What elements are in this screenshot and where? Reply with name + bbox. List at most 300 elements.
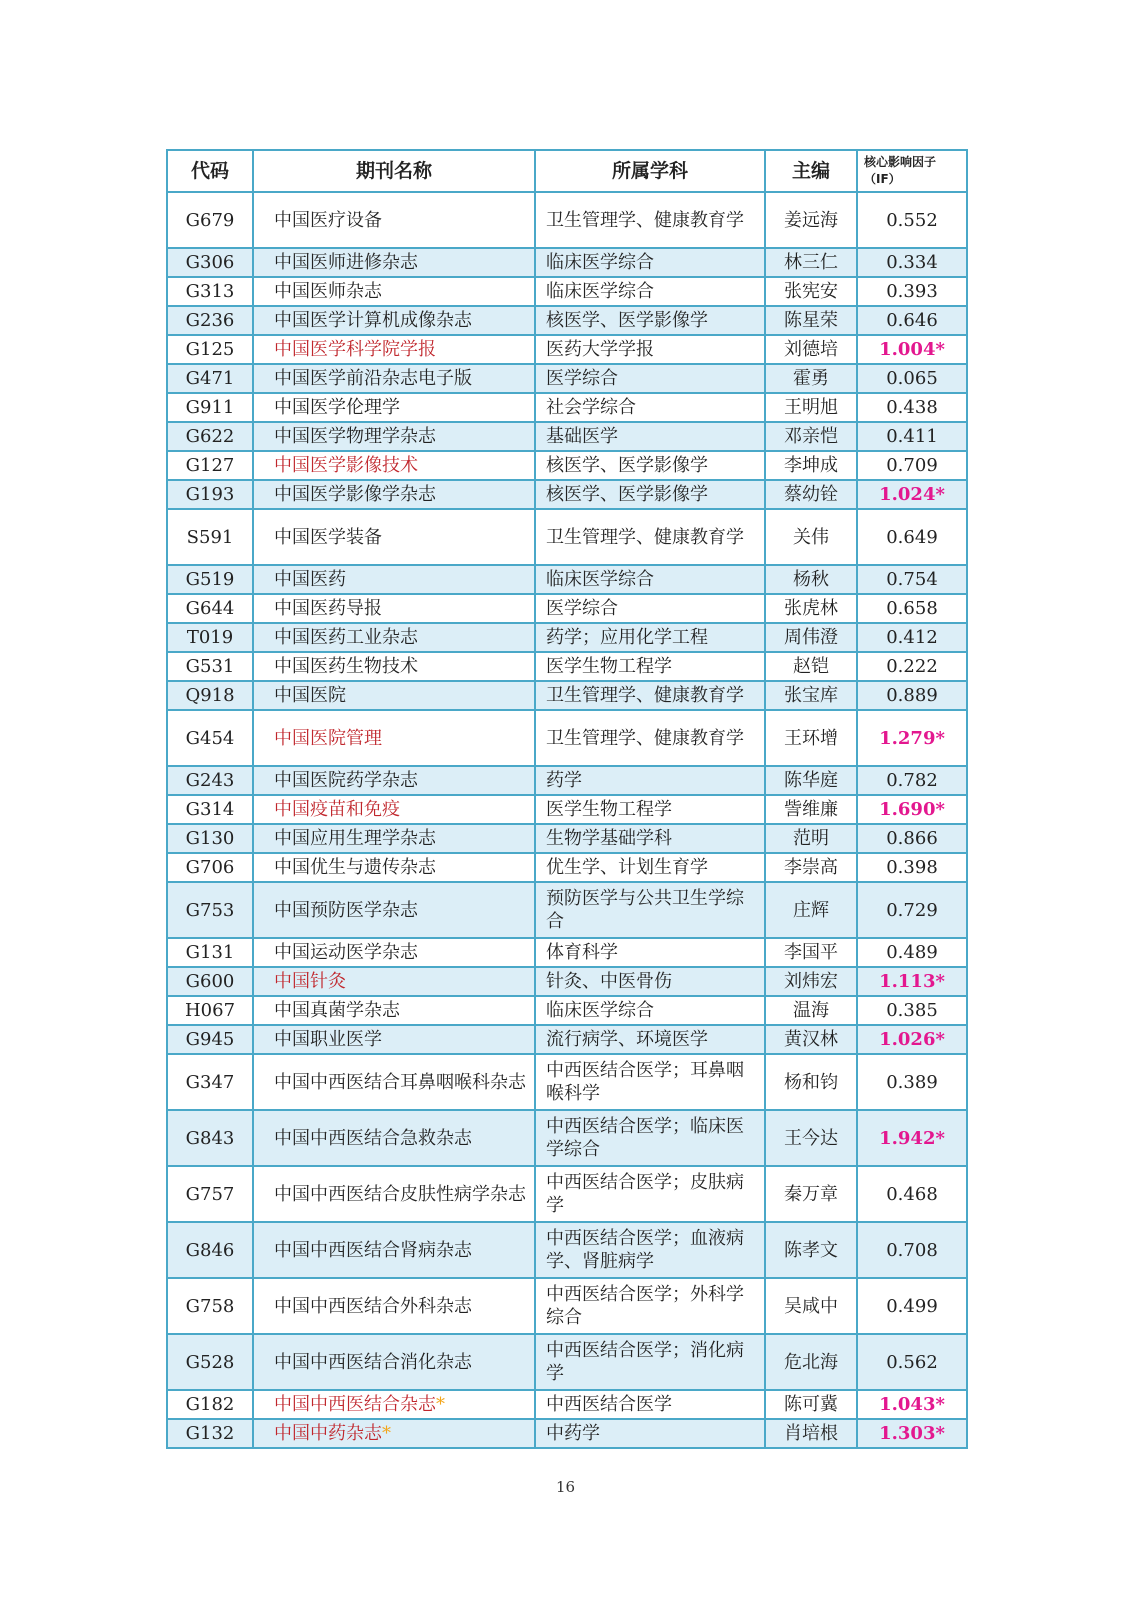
cell-editor xyxy=(765,335,857,364)
cell-editor-text: 王明旭 xyxy=(784,397,838,418)
cell-editor-text: 訾维廉 xyxy=(784,799,838,820)
cell-code xyxy=(167,996,253,1025)
cell-impact-factor-text: 1.279* xyxy=(879,727,945,749)
cell-code-text: G843 xyxy=(185,1127,235,1149)
cell-editor-text: 黄汉林 xyxy=(784,1029,838,1050)
cell-name xyxy=(253,710,535,766)
cell-subject xyxy=(535,480,765,509)
cell-impact-factor-text: 1.026* xyxy=(879,1029,945,1050)
cell-name xyxy=(253,967,535,996)
cell-subject-text: 优生学、计划生育学 xyxy=(546,857,708,878)
cell-name xyxy=(253,1222,535,1278)
cell-name xyxy=(253,277,535,306)
cell-code-text: G528 xyxy=(185,1351,235,1373)
cell-impact-factor xyxy=(857,1110,967,1166)
header-row xyxy=(167,150,967,192)
cell-editor-text: 张虎林 xyxy=(784,598,838,619)
cell-impact-factor xyxy=(857,681,967,710)
cell-subject xyxy=(535,623,765,652)
cell-impact-factor-text: 0.398 xyxy=(886,857,938,878)
cell-code xyxy=(167,1278,253,1334)
cell-editor xyxy=(765,967,857,996)
cell-subject-text: 卫生管理学、健康教育学 xyxy=(546,727,744,749)
cell-editor xyxy=(765,1166,857,1222)
cell-impact-factor xyxy=(857,1334,967,1390)
cell-code xyxy=(167,248,253,277)
cell-name-text: 中国针灸 xyxy=(274,971,346,992)
cell-name xyxy=(253,393,535,422)
cell-impact-factor-text: 0.468 xyxy=(886,1183,938,1205)
cell-subject xyxy=(535,335,765,364)
cell-code xyxy=(167,509,253,565)
cell-subject xyxy=(535,938,765,967)
cell-name-text: 中国医学前沿杂志电子版 xyxy=(274,368,472,389)
cell-subject-text: 基础医学 xyxy=(546,426,618,447)
cell-name-text: 中国中西医结合急救杂志 xyxy=(274,1127,472,1149)
cell-code-text: Q918 xyxy=(185,685,235,706)
cell-editor xyxy=(765,480,857,509)
cell-name xyxy=(253,824,535,853)
cell-impact-factor-text: 0.393 xyxy=(886,281,938,302)
cell-code xyxy=(167,853,253,882)
cell-name xyxy=(253,509,535,565)
cell-impact-factor xyxy=(857,652,967,681)
table-row xyxy=(167,248,967,277)
cell-editor xyxy=(765,509,857,565)
cell-impact-factor-text: 0.729 xyxy=(886,899,938,921)
cell-impact-factor-text: 1.004* xyxy=(879,339,945,360)
cell-subject xyxy=(535,306,765,335)
table-row xyxy=(167,967,967,996)
cell-name xyxy=(253,451,535,480)
cell-name-text: 中国医药导报 xyxy=(274,598,382,619)
cell-subject xyxy=(535,1110,765,1166)
table-row xyxy=(167,1166,967,1222)
cell-name xyxy=(253,192,535,248)
cell-name-text: 中国医师进修杂志 xyxy=(274,252,418,273)
cell-name xyxy=(253,853,535,882)
cell-name-text: 中国优生与遗传杂志 xyxy=(274,857,436,878)
cell-subject xyxy=(535,1334,765,1390)
table-row xyxy=(167,393,967,422)
cell-impact-factor xyxy=(857,594,967,623)
cell-editor-text: 赵铠 xyxy=(793,656,829,677)
cell-editor xyxy=(765,1025,857,1054)
cell-editor-text: 霍勇 xyxy=(793,368,829,389)
table-row xyxy=(167,480,967,509)
table-row xyxy=(167,1334,967,1390)
cell-subject xyxy=(535,1222,765,1278)
cell-impact-factor xyxy=(857,623,967,652)
cell-code-text: G600 xyxy=(185,971,235,992)
cell-impact-factor xyxy=(857,306,967,335)
cell-subject-text: 预防医学与公共卫生学综合 xyxy=(546,888,744,932)
cell-subject xyxy=(535,996,765,1025)
cell-editor xyxy=(765,1278,857,1334)
cell-code-text: G679 xyxy=(185,209,235,231)
cell-name-text: 中国医学科学院学报 xyxy=(274,339,436,360)
cell-editor-text: 陈华庭 xyxy=(784,770,838,791)
cell-editor xyxy=(765,1222,857,1278)
table-row xyxy=(167,824,967,853)
cell-editor-text: 王环增 xyxy=(784,727,838,749)
cell-impact-factor xyxy=(857,795,967,824)
cell-subject xyxy=(535,364,765,393)
cell-code-text: G644 xyxy=(185,598,235,619)
cell-code xyxy=(167,1025,253,1054)
cell-code xyxy=(167,795,253,824)
cell-name-text: 中国医药工业杂志 xyxy=(274,627,418,648)
cell-code xyxy=(167,766,253,795)
table-row xyxy=(167,277,967,306)
cell-code-text: G753 xyxy=(185,899,235,921)
cell-name xyxy=(253,1166,535,1222)
cell-subject-text: 临床医学综合 xyxy=(546,569,654,590)
cell-editor xyxy=(765,393,857,422)
cell-impact-factor-text: 1.043* xyxy=(879,1394,945,1415)
table-row xyxy=(167,795,967,824)
cell-subject-text: 中西医结合医学；耳鼻咽喉科学 xyxy=(546,1060,744,1104)
cell-editor-text: 姜远海 xyxy=(784,209,838,231)
cell-code-text: T019 xyxy=(186,627,234,648)
cell-name-text: 中国医院 xyxy=(274,685,346,706)
cell-subject-text: 中西医结合医学；血液病学、肾脏病学 xyxy=(546,1228,744,1272)
cell-impact-factor-text: 0.552 xyxy=(886,209,938,231)
cell-subject-text: 医学生物工程学 xyxy=(546,799,672,820)
cell-code xyxy=(167,652,253,681)
cell-code-text: H067 xyxy=(184,1000,236,1021)
cell-subject-text: 医学综合 xyxy=(546,368,618,389)
cell-code-text: G306 xyxy=(185,252,235,273)
cell-impact-factor-text: 0.658 xyxy=(886,598,938,619)
cell-editor xyxy=(765,938,857,967)
table-row xyxy=(167,938,967,967)
cell-name-text: 中国医学装备 xyxy=(274,526,382,548)
cell-code xyxy=(167,1054,253,1110)
cell-subject-text: 医学生物工程学 xyxy=(546,656,672,677)
cell-code-text: G236 xyxy=(185,310,235,331)
cell-name xyxy=(253,565,535,594)
cell-subject-text: 核医学、医学影像学 xyxy=(546,455,708,476)
cell-subject-text: 临床医学综合 xyxy=(546,252,654,273)
header-subject: 所属学科 xyxy=(535,150,765,192)
cell-impact-factor-text: 0.754 xyxy=(886,569,938,590)
cell-name-text: 中国医学影像技术 xyxy=(274,455,418,476)
cell-code-text: G314 xyxy=(185,799,235,820)
cell-impact-factor xyxy=(857,824,967,853)
cell-subject-text: 中西医结合医学；消化病学 xyxy=(546,1340,744,1384)
header-editor: 主编 xyxy=(765,150,857,192)
cell-name-text: 中国中药杂志 xyxy=(274,1423,382,1444)
cell-impact-factor xyxy=(857,938,967,967)
table-row xyxy=(167,1054,967,1110)
table-row xyxy=(167,710,967,766)
cell-name-text: 中国职业医学 xyxy=(274,1029,382,1050)
cell-impact-factor-text: 0.782 xyxy=(886,770,938,791)
cell-subject-text: 医学综合 xyxy=(546,598,618,619)
cell-impact-factor-text: 0.646 xyxy=(886,310,938,331)
cell-impact-factor-text: 1.113* xyxy=(879,971,945,992)
star-mark: * xyxy=(436,1394,445,1415)
cell-impact-factor-text: 0.412 xyxy=(886,627,938,648)
cell-subject xyxy=(535,652,765,681)
cell-editor xyxy=(765,594,857,623)
table-row xyxy=(167,1278,967,1334)
cell-impact-factor xyxy=(857,1419,967,1448)
cell-impact-factor-text: 0.438 xyxy=(886,397,938,418)
cell-impact-factor xyxy=(857,393,967,422)
cell-impact-factor-text: 0.411 xyxy=(886,426,938,447)
cell-editor-text: 杨秋 xyxy=(793,569,829,590)
cell-code-text: G193 xyxy=(185,484,235,505)
cell-code xyxy=(167,967,253,996)
cell-editor-text: 李崇高 xyxy=(784,857,838,878)
cell-editor xyxy=(765,1054,857,1110)
cell-subject-text: 核医学、医学影像学 xyxy=(546,484,708,505)
cell-name xyxy=(253,1110,535,1166)
table-row xyxy=(167,996,967,1025)
cell-impact-factor-text: 0.489 xyxy=(886,942,938,963)
cell-editor xyxy=(765,451,857,480)
table-row xyxy=(167,652,967,681)
cell-impact-factor xyxy=(857,967,967,996)
cell-code-text: G132 xyxy=(185,1423,235,1444)
cell-subject xyxy=(535,509,765,565)
cell-editor-text: 关伟 xyxy=(793,526,829,548)
cell-editor-text: 陈星荣 xyxy=(784,310,838,331)
cell-editor xyxy=(765,192,857,248)
cell-editor-text: 庄辉 xyxy=(793,899,829,921)
cell-editor-text: 陈可冀 xyxy=(784,1394,838,1415)
cell-code-text: G454 xyxy=(185,727,235,749)
cell-impact-factor xyxy=(857,335,967,364)
cell-impact-factor xyxy=(857,1054,967,1110)
cell-code-text: G758 xyxy=(185,1295,235,1317)
cell-editor-text: 温海 xyxy=(793,1000,829,1021)
cell-code xyxy=(167,451,253,480)
cell-subject-text: 针灸、中医骨伤 xyxy=(546,971,672,992)
cell-editor-text: 蔡幼铨 xyxy=(784,484,838,505)
cell-code-text: G622 xyxy=(185,426,235,447)
table-row xyxy=(167,594,967,623)
cell-impact-factor xyxy=(857,766,967,795)
cell-code xyxy=(167,393,253,422)
cell-name xyxy=(253,248,535,277)
cell-name-text: 中国中西医结合耳鼻咽喉科杂志 xyxy=(274,1071,526,1093)
table-row xyxy=(167,1110,967,1166)
cell-editor xyxy=(765,248,857,277)
cell-editor xyxy=(765,565,857,594)
page-number: 16 xyxy=(555,1478,576,1496)
cell-name xyxy=(253,1278,535,1334)
table-row xyxy=(167,451,967,480)
cell-subject-text: 卫生管理学、健康教育学 xyxy=(546,526,744,548)
cell-impact-factor xyxy=(857,565,967,594)
cell-name-text: 中国预防医学杂志 xyxy=(274,899,418,921)
header-code: 代码 xyxy=(167,150,253,192)
cell-name xyxy=(253,480,535,509)
cell-name-text: 中国医学伦理学 xyxy=(274,397,400,418)
cell-name xyxy=(253,422,535,451)
cell-editor-text: 李国平 xyxy=(784,942,838,963)
cell-subject xyxy=(535,1025,765,1054)
cell-code xyxy=(167,1419,253,1448)
cell-code-text: G757 xyxy=(185,1183,235,1205)
cell-subject-text: 药学 xyxy=(546,770,582,791)
cell-code-text: G127 xyxy=(185,455,235,476)
cell-editor xyxy=(765,422,857,451)
cell-subject xyxy=(535,192,765,248)
cell-name xyxy=(253,681,535,710)
cell-name-text: 中国中西医结合皮肤性病学杂志 xyxy=(274,1183,526,1205)
cell-code xyxy=(167,422,253,451)
cell-editor-text: 刘德培 xyxy=(784,339,838,360)
cell-name-text: 中国医学计算机成像杂志 xyxy=(274,310,472,331)
cell-subject xyxy=(535,795,765,824)
cell-code-text: G531 xyxy=(185,656,235,677)
cell-name xyxy=(253,766,535,795)
cell-name xyxy=(253,882,535,938)
cell-code-text: G471 xyxy=(185,368,235,389)
cell-name xyxy=(253,1334,535,1390)
cell-name xyxy=(253,1419,535,1448)
cell-editor xyxy=(765,882,857,938)
cell-code-text: G130 xyxy=(185,828,235,849)
cell-name-text: 中国医师杂志 xyxy=(274,281,382,302)
cell-subject xyxy=(535,277,765,306)
cell-editor-text: 危北海 xyxy=(784,1351,838,1373)
cell-impact-factor xyxy=(857,1025,967,1054)
cell-impact-factor-text: 0.866 xyxy=(886,828,938,849)
cell-name-text: 中国医院管理 xyxy=(274,727,382,749)
cell-name xyxy=(253,623,535,652)
cell-subject xyxy=(535,248,765,277)
cell-impact-factor xyxy=(857,1390,967,1419)
cell-impact-factor xyxy=(857,451,967,480)
cell-code xyxy=(167,594,253,623)
cell-subject-text: 临床医学综合 xyxy=(546,1000,654,1021)
cell-name-text: 中国真菌学杂志 xyxy=(274,1000,400,1021)
cell-code xyxy=(167,824,253,853)
table-row xyxy=(167,882,967,938)
cell-impact-factor xyxy=(857,248,967,277)
cell-code-text: G911 xyxy=(185,397,235,418)
table-row xyxy=(167,335,967,364)
cell-editor xyxy=(765,1390,857,1419)
cell-code xyxy=(167,277,253,306)
table-row xyxy=(167,509,967,565)
cell-subject-text: 中西医结合医学；外科学综合 xyxy=(546,1284,744,1328)
cell-editor xyxy=(765,364,857,393)
cell-subject xyxy=(535,853,765,882)
cell-subject-text: 中西医结合医学 xyxy=(546,1394,672,1415)
cell-subject xyxy=(535,766,765,795)
cell-subject-text: 医药大学学报 xyxy=(546,339,654,360)
cell-name-text: 中国医院药学杂志 xyxy=(274,770,418,791)
cell-editor-text: 王今达 xyxy=(784,1127,838,1149)
cell-editor-text: 张宪安 xyxy=(784,281,838,302)
cell-editor-text: 张宝库 xyxy=(784,685,838,706)
cell-impact-factor-text: 0.385 xyxy=(886,1000,938,1021)
cell-subject-text: 卫生管理学、健康教育学 xyxy=(546,685,744,706)
cell-subject xyxy=(535,710,765,766)
cell-subject xyxy=(535,393,765,422)
table-row xyxy=(167,1390,967,1419)
cell-subject-text: 中西医结合医学；临床医学综合 xyxy=(546,1116,744,1160)
cell-subject xyxy=(535,1166,765,1222)
cell-name-text: 中国运动医学杂志 xyxy=(274,942,418,963)
cell-editor xyxy=(765,623,857,652)
table-row xyxy=(167,623,967,652)
cell-code-text: G347 xyxy=(185,1071,235,1093)
table-row xyxy=(167,853,967,882)
cell-name-text: 中国中西医结合外科杂志 xyxy=(274,1295,472,1317)
cell-impact-factor-text: 0.562 xyxy=(886,1351,938,1373)
cell-name-text: 中国中西医结合肾病杂志 xyxy=(274,1239,472,1261)
table-row xyxy=(167,1419,967,1448)
table-row xyxy=(167,1025,967,1054)
cell-code-text: G706 xyxy=(185,857,235,878)
cell-subject xyxy=(535,1390,765,1419)
cell-name xyxy=(253,1390,535,1419)
cell-impact-factor xyxy=(857,853,967,882)
cell-code xyxy=(167,882,253,938)
cell-editor-text: 刘炜宏 xyxy=(784,971,838,992)
cell-subject xyxy=(535,681,765,710)
cell-editor xyxy=(765,1334,857,1390)
cell-editor-text: 陈孝文 xyxy=(784,1239,838,1261)
cell-impact-factor-text: 0.222 xyxy=(886,656,938,677)
cell-code xyxy=(167,1222,253,1278)
cell-impact-factor-text: 0.389 xyxy=(886,1071,938,1093)
cell-editor-text: 范明 xyxy=(793,828,829,849)
cell-editor-text: 林三仁 xyxy=(784,252,838,273)
cell-impact-factor xyxy=(857,364,967,393)
table-body xyxy=(167,192,967,1448)
cell-impact-factor-text: 0.708 xyxy=(886,1239,938,1261)
cell-subject xyxy=(535,565,765,594)
cell-name-text: 中国医疗设备 xyxy=(274,209,382,231)
cell-name xyxy=(253,996,535,1025)
cell-impact-factor-text: 0.065 xyxy=(886,368,938,389)
cell-impact-factor xyxy=(857,1278,967,1334)
header-name: 期刊名称 xyxy=(253,150,535,192)
cell-name xyxy=(253,938,535,967)
journal-table xyxy=(166,149,968,1449)
cell-editor xyxy=(765,795,857,824)
cell-code xyxy=(167,565,253,594)
cell-editor-text: 肖培根 xyxy=(784,1423,838,1444)
cell-code xyxy=(167,480,253,509)
cell-editor xyxy=(765,766,857,795)
cell-editor xyxy=(765,824,857,853)
cell-name xyxy=(253,306,535,335)
cell-code xyxy=(167,710,253,766)
cell-name xyxy=(253,364,535,393)
cell-name xyxy=(253,1025,535,1054)
cell-editor xyxy=(765,306,857,335)
cell-subject-text: 药学；应用化学工程 xyxy=(546,627,708,648)
cell-impact-factor-text: 0.709 xyxy=(886,455,938,476)
cell-code-text: G182 xyxy=(185,1394,235,1415)
cell-code xyxy=(167,364,253,393)
cell-subject-text: 社会学综合 xyxy=(546,397,636,418)
cell-impact-factor xyxy=(857,710,967,766)
cell-subject xyxy=(535,1419,765,1448)
cell-subject xyxy=(535,967,765,996)
cell-subject-text: 卫生管理学、健康教育学 xyxy=(546,209,744,231)
cell-impact-factor xyxy=(857,1222,967,1278)
